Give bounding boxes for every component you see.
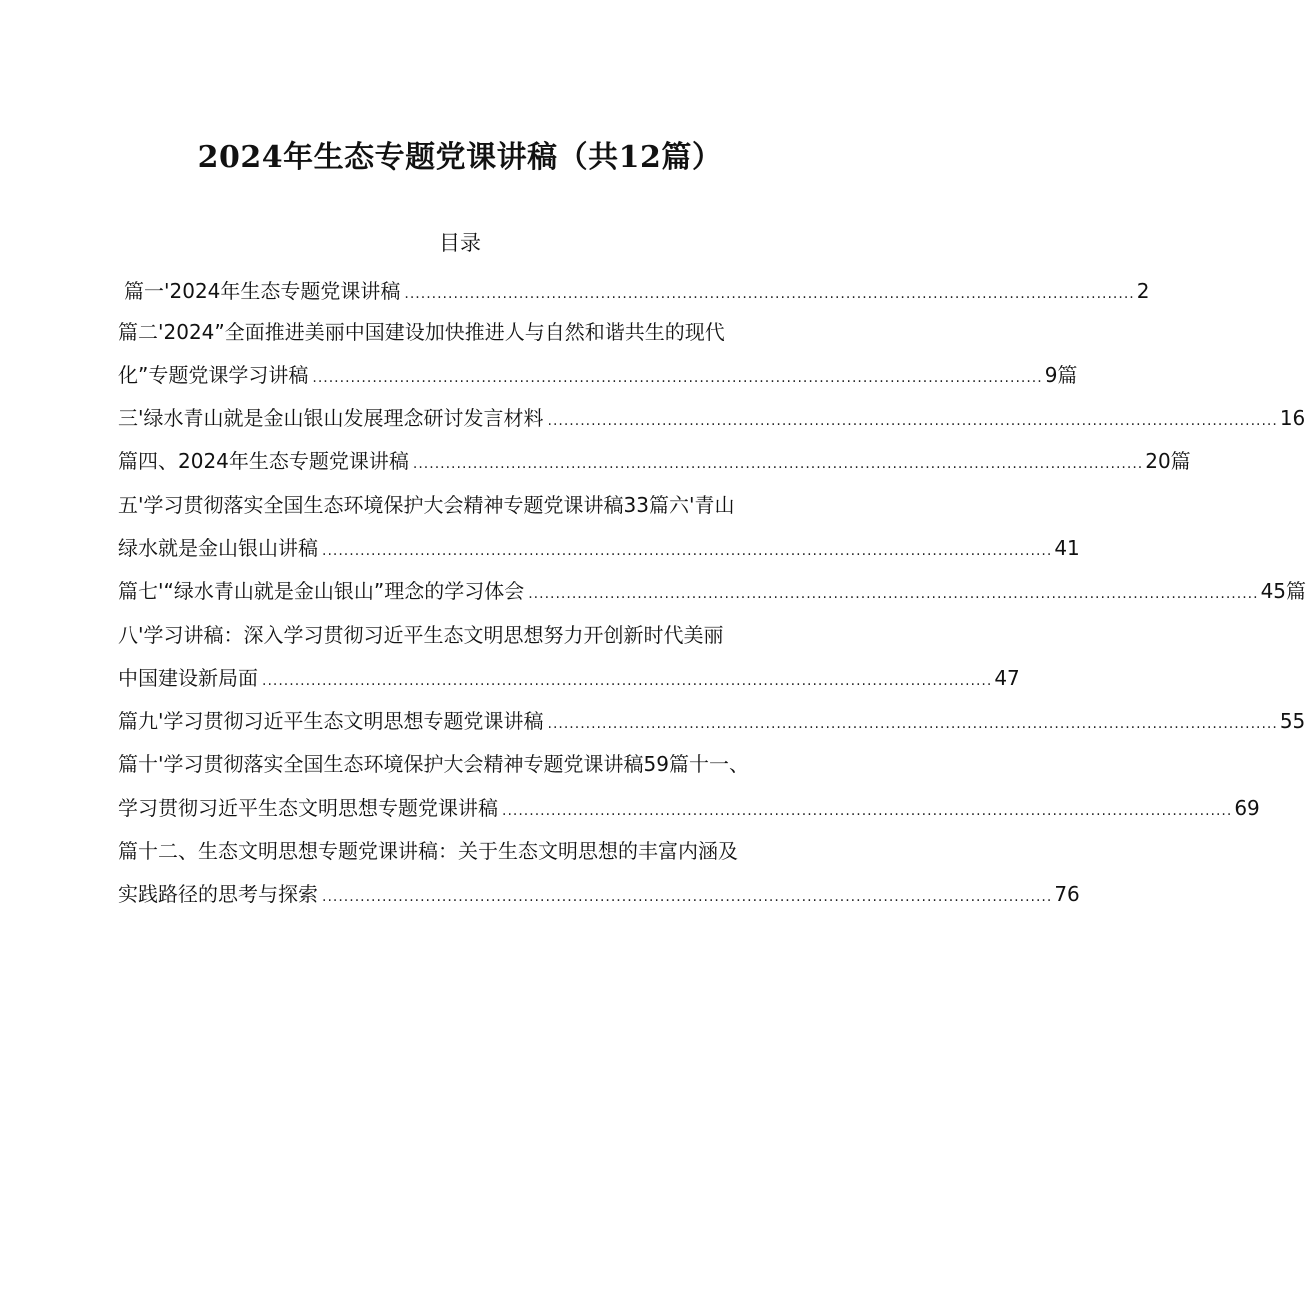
toc-entry-12-line-2[interactable]	[118, 879, 1080, 909]
toc-entry-8-line-1[interactable]	[118, 620, 833, 650]
toc-leader-dots: ......................................................................................................................................	[322, 543, 1053, 559]
toc-leader-dots: ......................................................................................................................................	[547, 413, 1278, 429]
toc-page-number: 20篇	[1145, 449, 1191, 473]
toc-entry-text: 篇二'2024”全面推进美丽中国建设加快推进人与自然和谐共生的现代	[118, 320, 725, 344]
toc-leader-dots: ......................................................................................................................................	[322, 889, 1053, 905]
toc-heading: 目录	[439, 231, 481, 255]
toc-entry-12-line-1[interactable]	[118, 836, 833, 866]
toc-entry-text: 学习贯彻习近平生态文明思想专题党课讲稿	[118, 796, 498, 820]
toc-entry-6[interactable]	[118, 533, 1080, 563]
toc-page-number: 69	[1234, 796, 1260, 820]
document-title: 2024年生态专题党课讲稿（共12篇）	[197, 140, 723, 175]
toc-entry-8-line-2[interactable]	[118, 663, 1020, 693]
toc-entry-9[interactable]	[118, 706, 1306, 736]
toc-leader-dots: ......................................................................................................................................	[412, 456, 1144, 472]
toc-page-number: 76	[1054, 882, 1080, 906]
toc-entry-text: 绿水就是金山银山讲稿	[118, 536, 318, 560]
toc-entry-2-line-2[interactable]	[118, 360, 1078, 390]
toc-entry-text: 八'学习讲稿：深入学习贯彻习近平生态文明思想努力开创新时代美丽	[118, 623, 724, 647]
toc-entry-text: 三'绿水青山就是金山银山发展理念研讨发言材料	[118, 406, 544, 430]
toc-entry-text: 中国建设新局面	[118, 666, 258, 690]
toc-entry-text: 篇十'学习贯彻落实全国生态环境保护大会精神专题党课讲稿59篇十一、	[118, 752, 749, 776]
toc-page-number: 16	[1279, 406, 1306, 430]
toc-entry-text: 篇九'学习贯彻习近平生态文明思想专题党课讲稿	[118, 709, 544, 733]
toc-entry-text: 篇一'2024年生态专题党课讲稿	[124, 279, 401, 303]
toc-entry-text: 篇十二、生态文明思想专题党课讲稿：关于生态文明思想的丰富内涵及	[118, 839, 738, 863]
toc-leader-dots: ......................................................................................................................................	[404, 286, 1135, 302]
toc-leader-dots: ......................................................................................................................................	[262, 673, 993, 689]
toc-page-number: 55	[1279, 709, 1306, 733]
toc-entry-5-line-1[interactable]	[118, 490, 833, 520]
toc-page-number: 45篇	[1260, 579, 1306, 603]
toc-entry-10-line-1[interactable]	[118, 749, 833, 779]
toc-entry-11[interactable]	[118, 793, 1260, 823]
toc-page-number: 47	[994, 666, 1020, 690]
toc-page-number: 9篇	[1044, 363, 1078, 387]
toc-entry-text: 实践路径的思考与探索	[118, 882, 318, 906]
toc-page-number: 41	[1054, 536, 1080, 560]
toc-entry-1[interactable]	[118, 276, 1150, 306]
toc-entry-text: 篇四、2024年生态专题党课讲稿	[118, 449, 409, 473]
toc-leader-dots: ......................................................................................................................................	[502, 803, 1233, 819]
toc-entry-text: 化”专题党课学习讲稿	[118, 363, 309, 387]
toc-entry-text: 篇七'“绿水青山就是金山银山”理念的学习体会	[118, 579, 525, 603]
toc-entry-7[interactable]	[118, 576, 1306, 606]
toc-entry-2-line-1[interactable]	[118, 317, 833, 347]
toc-leader-dots: ......................................................................................................................................	[547, 716, 1278, 732]
toc-page-number: 2	[1136, 279, 1150, 303]
toc-entry-text: 五'学习贯彻落实全国生态环境保护大会精神专题党课讲稿33篇六'青山	[118, 493, 735, 517]
toc-leader-dots: ......................................................................................................................................	[528, 586, 1259, 602]
toc-entry-3[interactable]	[118, 403, 1306, 433]
toc-entry-4[interactable]	[118, 446, 1191, 476]
toc-leader-dots: ......................................................................................................................................	[312, 370, 1043, 386]
